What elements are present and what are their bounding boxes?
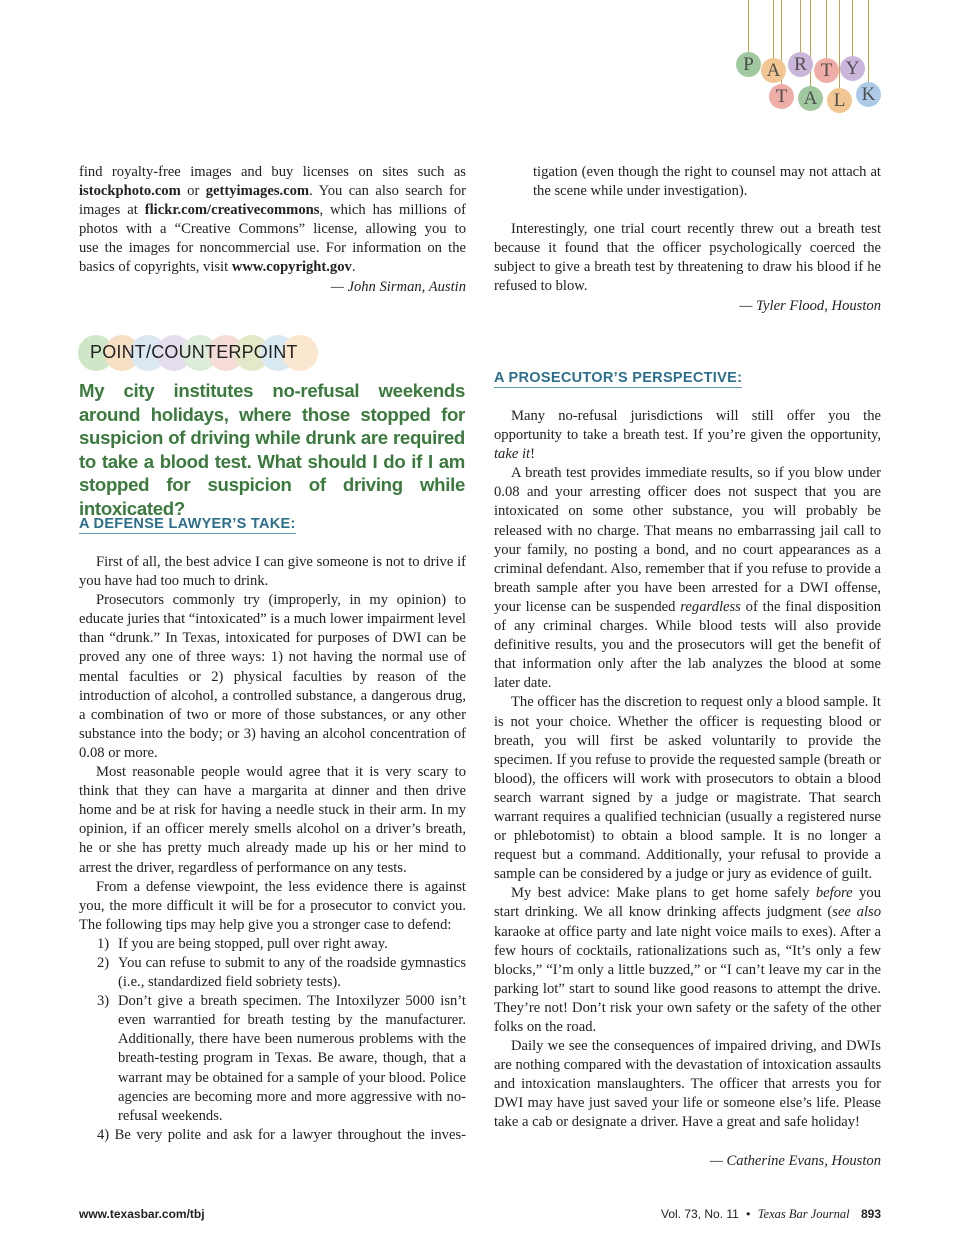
ornament-t2: T xyxy=(769,84,794,109)
defense-heading: A DEFENSE LAWYER’S TAKE: xyxy=(79,516,296,532)
footer-bullet: • xyxy=(746,1207,751,1221)
left-top-line: istockphoto.com or gettyimages.com. You can also search for xyxy=(79,183,466,200)
footer-journal: Texas Bar Journal xyxy=(757,1207,850,1221)
ornament-k: K xyxy=(856,82,881,107)
defense-p4: From a defense viewpoint, the less evidence there is against you, the more difficult it will be for a prosecutor to convict you. The following tips may help give you a stronger case to defend: xyxy=(79,878,466,933)
left-top-line: find royalty-free images and buy licenses on sites such as xyxy=(79,164,466,180)
list-item: 2) You can refuse to submit to any of the roadside gymnastics (i.e., standardized field sobriety tests). xyxy=(97,954,466,991)
left-top-line: images at flickr.com/creativecommons, which has millions of xyxy=(79,202,466,219)
section-title: POINT/COUNTERPOINT xyxy=(90,342,298,362)
ornament-a: A xyxy=(761,58,786,83)
footer-volume: Vol. 73, No. 11 xyxy=(660,1207,739,1221)
defense-p3: Most reasonable people would agree that it is very scary to think that they can have a margarita at dinner and then drive home and be at risk for having a needle stuck in their arm. In my opinion, if an officer merely smells alcohol on a driver’s breath, he or she has pretty much already made up his or her mind to arrest the driver, regardless of performance on any tests. xyxy=(79,764,466,876)
ornament-p: P xyxy=(736,52,761,77)
ornament-y: Y xyxy=(840,56,865,81)
footer-right xyxy=(661,1207,881,1222)
defense-tip4: 4) Be very polite and ask for a lawyer throughout the inves- xyxy=(97,1126,466,1143)
left-top-text xyxy=(79,163,466,297)
signature-sirman: — John Sirman, Austin xyxy=(330,278,466,295)
link-flickr[interactable]: flickr.com/creativecommons xyxy=(144,202,320,219)
point-counterpoint-banner xyxy=(78,335,318,371)
right-top-p2: Interestingly, one trial court recently threw out a breath test because it found that the officer psychologically coerced the subject to give a breath test by threatening to draw his blood if he refused to blow. xyxy=(494,221,881,295)
link-gettyimages[interactable]: gettyimages.com xyxy=(205,183,310,200)
prosecutor-body xyxy=(494,407,881,1171)
right-top-p1: tigation (even though the right to counsel may not attach at the scene while under investigation). xyxy=(533,164,881,200)
left-top-line: photos with a “Creative Commons” license, allowing you to xyxy=(79,221,466,238)
list-item: 1) If you are being stopped, pull over right away. xyxy=(97,935,388,952)
right-top-text xyxy=(494,163,881,316)
defense-p2: Prosecutors commonly try (improperly, in my opinion) to educate juries that “intoxicated” is a much lower impairment level than “drunk.” In Texas, intoxicated for purposes of DWI can be proved any one of three ways: 1) not having the normal use of mental faculties or 2) physical faculties by reason of the introduction of alcohol, a controlled substance, a dangerous drug, a combination of two or more of those substances, or any other substance into the body; or 3) having an alcohol concentration of 0.08 or more. xyxy=(79,592,466,761)
ornament-r: R xyxy=(788,52,813,77)
prosecutor-p5: Daily we see the consequences of impaired driving, and DWIs are nothing compared with the devastation of intoxication assaults and intoxication manslaughters. The officer that arrests you for DWI may have just saved your life or someone else’s life. Please take a cab or designate a driver. Have a great and safe holiday! xyxy=(494,1038,881,1131)
signature-evans: — Catherine Evans, Houston xyxy=(709,1152,881,1169)
left-top-line: basics of copyrights, visit www.copyright.gov. xyxy=(79,259,356,276)
link-istockphoto[interactable]: istockphoto.com xyxy=(79,183,181,200)
defense-tips xyxy=(79,935,466,1126)
question: My city institutes no-refusal weekends around holidays, where those stopped for suspicion of driving while drunk are required to take a blood test. What should I do if I am stopped for suspicion of driving while intoxicated? xyxy=(79,380,465,519)
prosecutor-heading: A PROSECUTOR’S PERSPECTIVE: xyxy=(494,370,743,386)
prosecutor-p3: The officer has the discretion to request only a blood sample. It is not your choice. Whether the officer is requesting blood or breath, you will first be asked voluntarily to provide the specimen. If you refuse to provide the requested sample (breath or blood), the officers will work with prosecutors to obtain a blood search warrant signed by a judge or magistrate. That search warrant requires a qualified technician (usually a registered nurse or phlebotomist) to obtain a blood sample. It is no longer a request but a command. Additionally, your refusal to provide a sample can be considered by a judge or jury as evidence of guilt. xyxy=(494,694,881,883)
ornament-t: T xyxy=(814,58,839,83)
ornament-l: L xyxy=(827,88,852,113)
link-copyright[interactable]: www.copyright.gov xyxy=(231,259,352,276)
prosecutor-p4: My best advice: Make plans to get home safely before you start drinking. We all know drinking affects judgment (see also karaoke at office party and late night voice mails to exes). After a few hours of cocktails, rationalizations such as, “It’s only a few blocks,” “I’m only a little buzzed,” or “I can’t leave my car in the parking lot” start to sound like good reasons to attempt the drive. They’re not! Don’t risk your own safety or the safety of the other folks on the road. xyxy=(494,885,881,1035)
prosecutor-p2: A breath test provides immediate results, so if you blow under 0.08 and your arresting officer does not suspect that you are intoxicated on some other substance, you will probably be released with no charge. That means no embarrassing jail call to your family, no posting a bond, and no court appearances as a criminal defendant. Also, remember that if you refuse to provide a breath sample after you have been arrested for a DWI offense, your license can be suspended regardless of the final disposition of any criminal charges. While blood tests will also provide definitive results, you and the prosecutors will get the benefit of that information only after the lab analyzes the blood at some later date. xyxy=(494,465,881,692)
page-number: 893 xyxy=(860,1207,881,1221)
prosecutor-p1: Many no-refusal jurisdictions will still offer you the opportunity to take a breath test. If you’re given the opportunity, take it! xyxy=(494,408,881,463)
party-talk-logo xyxy=(725,0,885,115)
list-item: 3) Don’t give a breath specimen. The Intoxilyzer 5000 isn’t even warrantied for breath testing by the manufacturer. Additionally, there have been numerous problems with the breath-testing program in Texas. Be aware, though, that a warrant may be obtained for a sample of your blood. Police agencies are becoming more and more aggressive with no-refusal weekends. xyxy=(97,993,466,1124)
signature-flood: — Tyler Flood, Houston xyxy=(739,297,881,314)
left-top-line: use the images for noncommercial use. For information on the xyxy=(79,240,466,257)
footer-url[interactable]: www.texasbar.com/tbj xyxy=(79,1207,205,1221)
ornament-a2: A xyxy=(798,86,823,111)
defense-body xyxy=(79,553,466,1145)
defense-p1: First of all, the best advice I can give someone is not to drive if you have had too much to drink. xyxy=(79,554,466,590)
